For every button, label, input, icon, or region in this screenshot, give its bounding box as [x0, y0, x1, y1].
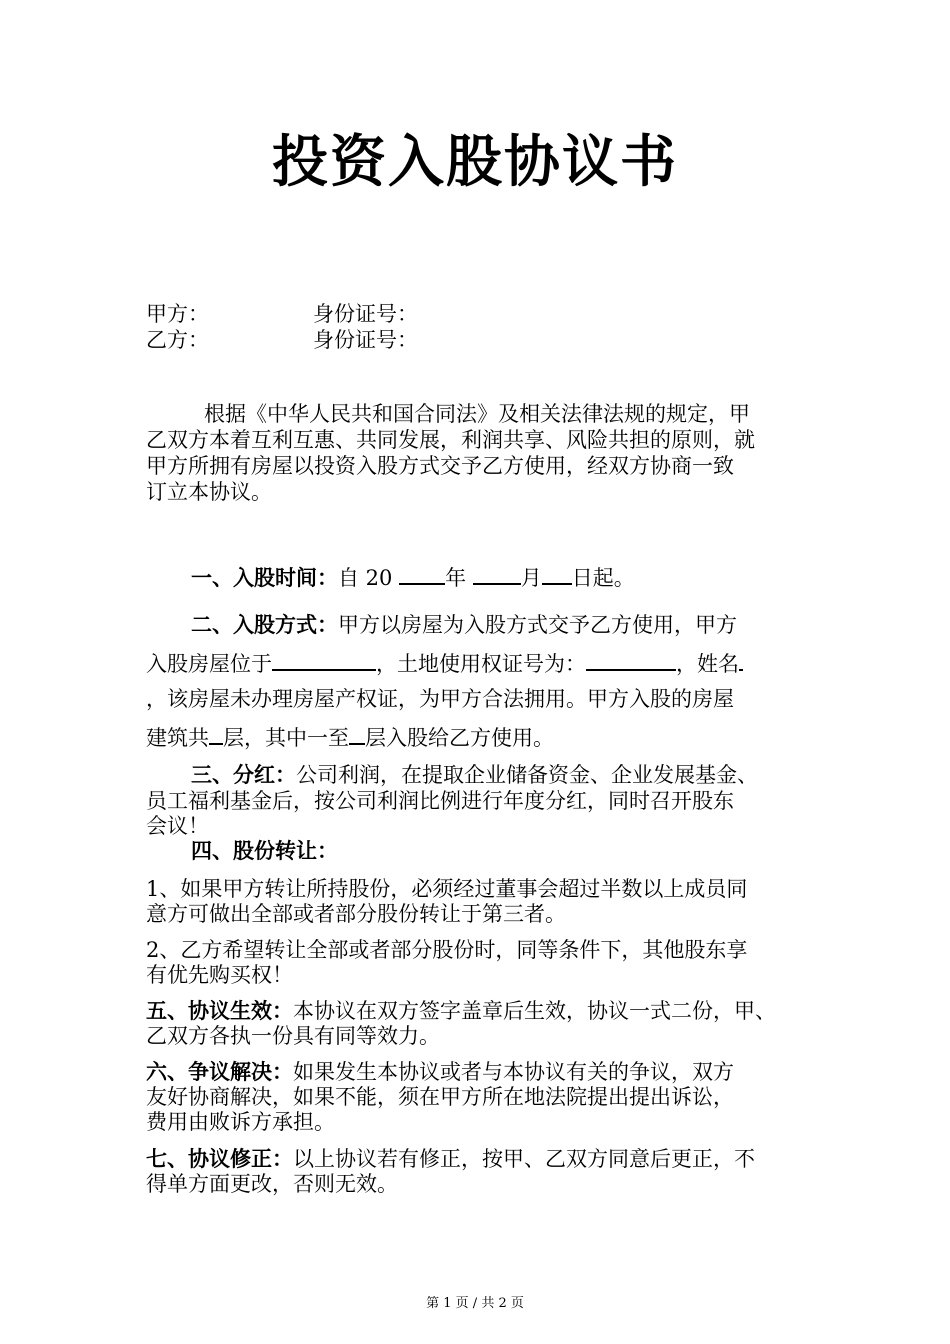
party-b-label: 乙方： — [146, 328, 209, 352]
party-b-id-label: 身份证号： — [313, 328, 418, 352]
section-1 — [191, 563, 635, 591]
blank-name[interactable] — [739, 649, 743, 671]
preamble-line: 根据《中华人民共和国合同法》及相关法律法规的规定，甲 — [204, 402, 750, 426]
blank-floors-total[interactable] — [209, 723, 223, 745]
section-2-line — [191, 612, 737, 638]
section-6-line: 友好协商解决，如果不能，须在甲方所在地法院提出提出诉讼， — [146, 1085, 734, 1109]
preamble-line: 订立本协议。 — [146, 480, 272, 504]
section-3-heading: 三、分红： — [191, 763, 296, 787]
section-7-heading: 七、协议修正： — [146, 1147, 293, 1171]
section-4-line: 2、乙方希望转让全部或者部分股份时，同等条件下，其他股东享 — [146, 938, 748, 962]
section-5-heading: 五、协议生效： — [146, 999, 293, 1023]
section-3-line: 会议！ — [146, 814, 209, 838]
section-7-line — [146, 1146, 755, 1172]
blank-month[interactable] — [473, 563, 521, 585]
section-4-line: 有优先购买权！ — [146, 963, 293, 987]
section-7-line: 得单方面更改，否则无效。 — [146, 1172, 398, 1196]
section-6-line — [146, 1059, 734, 1085]
section-7-text: 以上协议若有修正，按甲、乙双方同意后更正，不 — [293, 1147, 755, 1171]
section-2-text: ，姓名 — [676, 652, 739, 676]
section-5-line — [146, 998, 776, 1024]
section-6-heading: 六、争议解决： — [146, 1060, 293, 1084]
section-1-text: 日起。 — [571, 566, 635, 590]
section-1-text: 年 — [445, 566, 467, 590]
section-4-line: 意方可做出全部或者部分股份转让于第三者。 — [146, 902, 566, 926]
section-3-line — [191, 762, 758, 788]
section-2-text: 入股房屋位于 — [146, 652, 272, 676]
section-5-line: 乙双方各执一份具有同等效力。 — [146, 1024, 440, 1048]
section-2-text: 层入股给乙方使用。 — [365, 726, 554, 750]
section-2-heading: 二、入股方式： — [191, 613, 338, 637]
section-6-text: 如果发生本协议或者与本协议有关的争议，双方 — [293, 1060, 734, 1084]
section-2-text: 甲方以房屋为入股方式交予乙方使用，甲方 — [338, 613, 737, 637]
section-3-text: 公司利润，在提取企业储备资金、企业发展基金、 — [296, 763, 758, 787]
preamble-line: 甲方所拥有房屋以投资入股方式交予乙方使用，经双方协商一致 — [146, 454, 734, 478]
section-4-heading: 四、股份转让： — [191, 839, 338, 863]
section-3-line: 员工福利基金后，按公司利润比例进行年度分红，同时召开股东 — [146, 789, 734, 813]
preamble-line: 乙双方本着互利互惠、共同发展，利润共享、风险共担的原则，就 — [146, 428, 755, 452]
party-a-label: 甲方： — [146, 302, 209, 326]
section-2-text: 建筑共 — [146, 726, 209, 750]
section-1-text: 月 — [520, 566, 542, 590]
blank-day[interactable] — [542, 563, 572, 585]
section-2-line: ，该房屋未办理房屋产权证，为甲方合法拥用。甲方入股的房屋 — [146, 687, 734, 711]
blank-land-cert[interactable] — [586, 649, 676, 671]
blank-year[interactable] — [399, 563, 445, 585]
blank-floors-used[interactable] — [349, 723, 365, 745]
section-2-line — [146, 723, 554, 751]
section-4-line: 1、如果甲方转让所持股份，必须经过董事会超过半数以上成员同 — [146, 877, 748, 901]
party-a-id-label: 身份证号： — [313, 302, 418, 326]
document-title: 投资入股协议书 — [272, 130, 678, 195]
section-6-line: 费用由败诉方承担。 — [146, 1110, 335, 1134]
blank-location[interactable] — [272, 649, 376, 671]
section-1-heading: 一、入股时间： — [191, 566, 338, 590]
page-footer: 第 1 页 / 共 2 页 — [426, 1296, 524, 1311]
section-2-line — [146, 649, 743, 677]
section-5-text: 本协议在双方签字盖章后生效，协议一式二份，甲、 — [293, 999, 776, 1023]
section-1-text: 自 20 — [338, 566, 393, 590]
section-2-text: 层，其中一至 — [223, 726, 349, 750]
section-2-text: ，土地使用权证号为： — [376, 652, 586, 676]
